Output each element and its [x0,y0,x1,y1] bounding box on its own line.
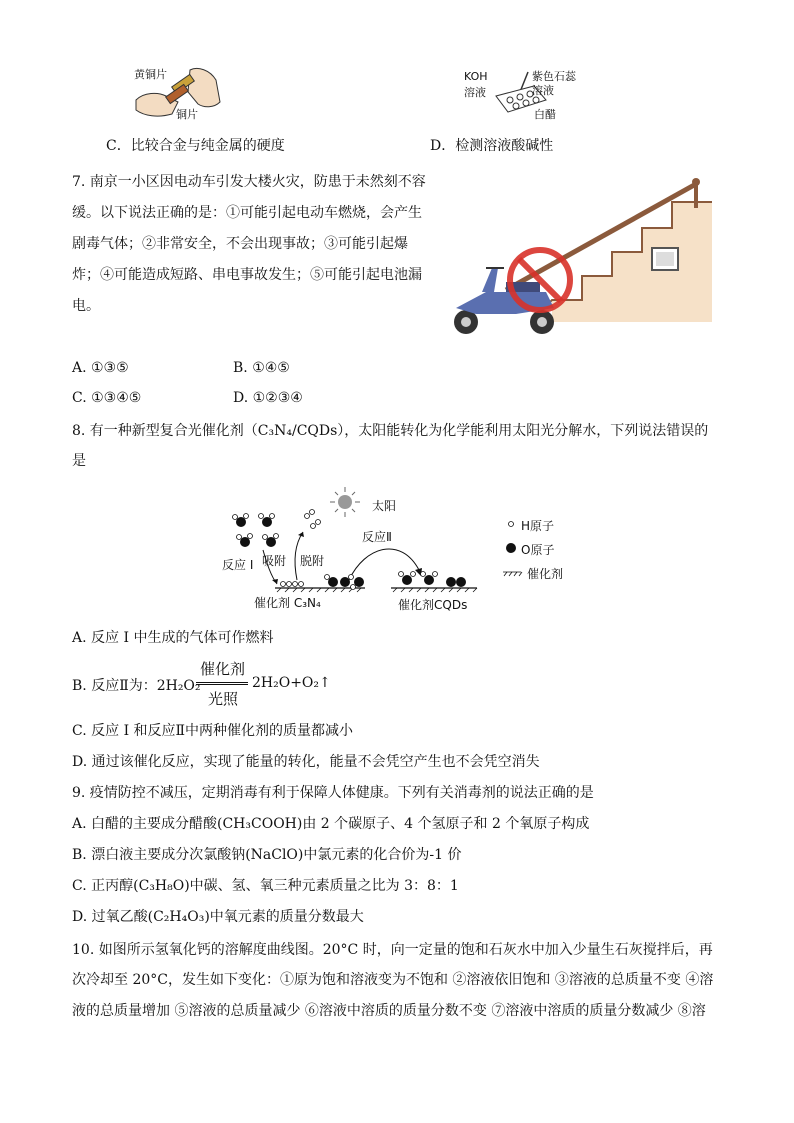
label-litmus: 紫色石蕊 [532,70,576,83]
label-brass-sheet: 黄铜片 [134,68,167,81]
legend-o-atom: O原子 [521,543,555,557]
sun-icon [330,487,360,517]
label-koh: KOH [464,70,488,83]
q7-line-2: 缓。以下说法正确的是：①可能引起电动车燃烧，会产生 [72,205,422,221]
equation-line-2 [196,684,248,685]
q9-stem: 9. 疫情防控不减压，定期消毒有利于保障人体健康。下列有关消毒剂的说法正确的是 [72,785,594,801]
label-catalyst-c3n4: 催化剂 C₃N₄ [254,596,321,610]
label-litmus-solution: 溶液 [532,84,554,97]
q8-stem-line-2: 是 [72,453,86,469]
label-white-vinegar: 白醋 [534,108,556,121]
label-reaction-2: 反应Ⅱ [362,530,392,544]
q9-option-d: D. 过氧乙酸(C₂H₄O₃)中氧元素的质量分数最大 [72,909,364,925]
option-d-caption: D．检测溶液酸碱性 [430,138,554,154]
q9-option-b: B. 漂白液主要成分次氯酸钠(NaClO)中氯元素的化合价为-1 价 [72,847,462,863]
label-sun: 太阳 [372,499,397,513]
option-c-caption: C．比较合金与纯金属的硬度 [106,138,285,154]
q8-stem-line-1: 8. 有一种新型复合光催化剂（C₃N₄/CQDs），太阳能转化为化学能利用太阳光分解水，下列说法错误的 [72,423,709,439]
q7-option-d: D. ①②③④ [233,390,303,406]
q9-option-a: A. 白醋的主要成分醋酸(CH₃COOH)由 2 个碳原子、4 个氢原子和 2 个氧原子构成 [72,816,590,832]
q10-line-3: 液的总质量增加 ⑤溶液的总质量减少 ⑥溶液中溶质的质量分数不变 ⑦溶液中溶质的质量分数减少 ⑧溶 [72,1003,706,1019]
q8-option-b-condition-top: 催化剂 [200,660,246,678]
q8-option-a: A. 反应 I 中生成的气体可作燃料 [72,630,274,646]
label-reaction-1: 反应 I [222,558,254,572]
q8-option-b-condition-bottom: 光照 [208,690,239,708]
q10-line-1: 10. 如图所示氢氧化钙的溶解度曲线图。20°C 时，向一定量的饱和石灰水中加入少量生石灰搅拌后，再 [72,942,713,958]
q7-option-c: C. ①③④⑤ [72,390,142,406]
q7-line-1: 7. 南京一小区因电动车引发大楼火灾，防患于未然刻不容 [72,174,426,190]
legend-h-atom: H原子 [521,519,555,533]
label-desorb: 脱附 [300,554,325,568]
legend-catalyst: 催化剂 [527,567,564,581]
q7-option-b: B. ①④⑤ [233,360,290,376]
q10-line-2: 次冷却至 20°C，发生如下变化：①原为饱和溶液变为不饱和 ②溶液依旧饱和 ③溶液的总质量不变 ④溶 [72,972,714,988]
label-catalyst-cqds: 催化剂CQDs [398,598,468,612]
q7-staircase-illustration [446,172,712,336]
q7-line-4: 炸；④可能造成短路、串电事故发生；⑤可能引起电池漏 [72,267,422,283]
label-adsorb: 吸附 [262,554,287,568]
q7-option-a: A. ①③⑤ [72,360,129,376]
q9-option-c: C. 正丙醇(C₃H₈O)中碳、氢、氧三种元素质量之比为 3：8：1 [72,878,459,894]
q8-option-b-suffix: 2H₂O+O₂↑ [252,675,331,691]
q7-line-5: 电。 [72,298,100,314]
q8-option-b [72,658,372,708]
q8-option-d: D. 通过该催化反应，实现了能量的转化，能量不会凭空产生也不会凭空消失 [72,754,540,770]
q8-option-c: C. 反应 I 和反应Ⅱ中两种催化剂的质量都减小 [72,723,354,739]
q7-line-3: 剧毒气体；②非常安全，不会出现事故；③可能引起爆 [72,236,408,252]
q8-option-b-prefix: B. 反应Ⅱ为：2H₂O₂ [72,678,201,694]
label-koh-solution: 溶液 [464,86,486,99]
label-copper-sheet: 铜片 [176,108,198,121]
equation-line [196,682,248,683]
